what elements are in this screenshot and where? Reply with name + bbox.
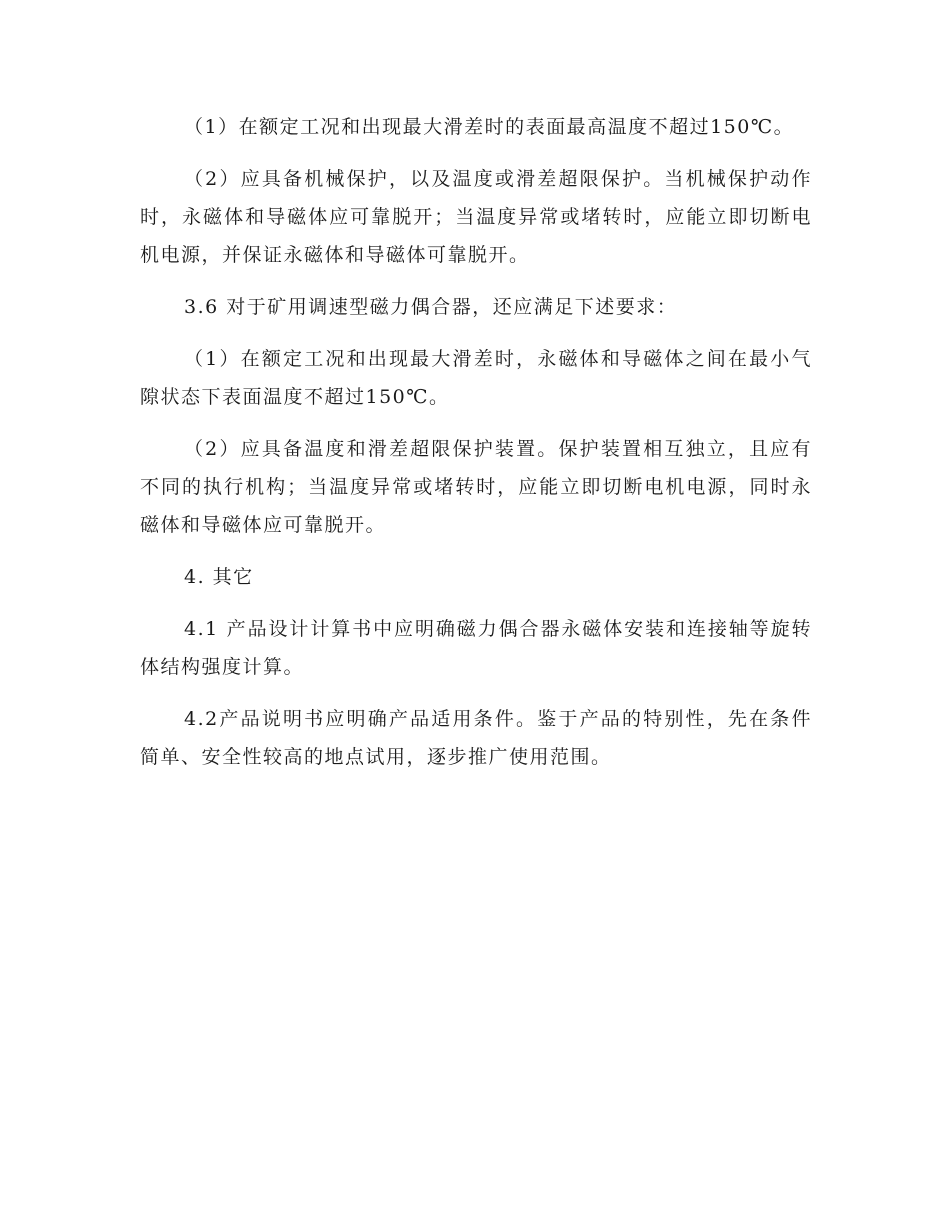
paragraph-3-6-item-1: （1）在额定工况和出现最大滑差时，永磁体和导磁体之间在最小气隙状态下表面温度不超过150℃。 — [140, 348, 812, 408]
paragraph-3-5-item-1: （1）在额定工况和出现最大滑差时的表面最高温度不超过150℃。 — [184, 116, 795, 138]
document-body — [140, 108, 812, 790]
paragraph-4-2: 4.2产品说明书应明确产品适用条件。鉴于产品的特别性，先在条件简单、安全性较高的地点试用，逐步推广使用范围。 — [140, 708, 812, 768]
section-3-6-heading: 3.6 对于矿用调速型磁力偶合器，还应满足下述要求： — [184, 296, 678, 318]
section-4-heading: 4. 其它 — [184, 566, 254, 588]
paragraph-4-1: 4.1 产品设计计算书中应明确磁力偶合器永磁体安装和连接轴等旋转体结构强度计算。 — [140, 618, 812, 678]
paragraph-3-5-item-2: （2）应具备机械保护，以及温度或滑差超限保护。当机械保护动作时，永磁体和导磁体应可靠脱开；当温度异常或堵转时，应能立即切断电机电源，并保证永磁体和导磁体可靠脱开。 — [140, 168, 812, 266]
paragraph-3-6-item-2: （2）应具备温度和滑差超限保护装置。保护装置相互独立，且应有不同的执行机构；当温度异常或堵转时，应能立即切断电机电源，同时永磁体和导磁体应可靠脱开。 — [140, 438, 812, 536]
